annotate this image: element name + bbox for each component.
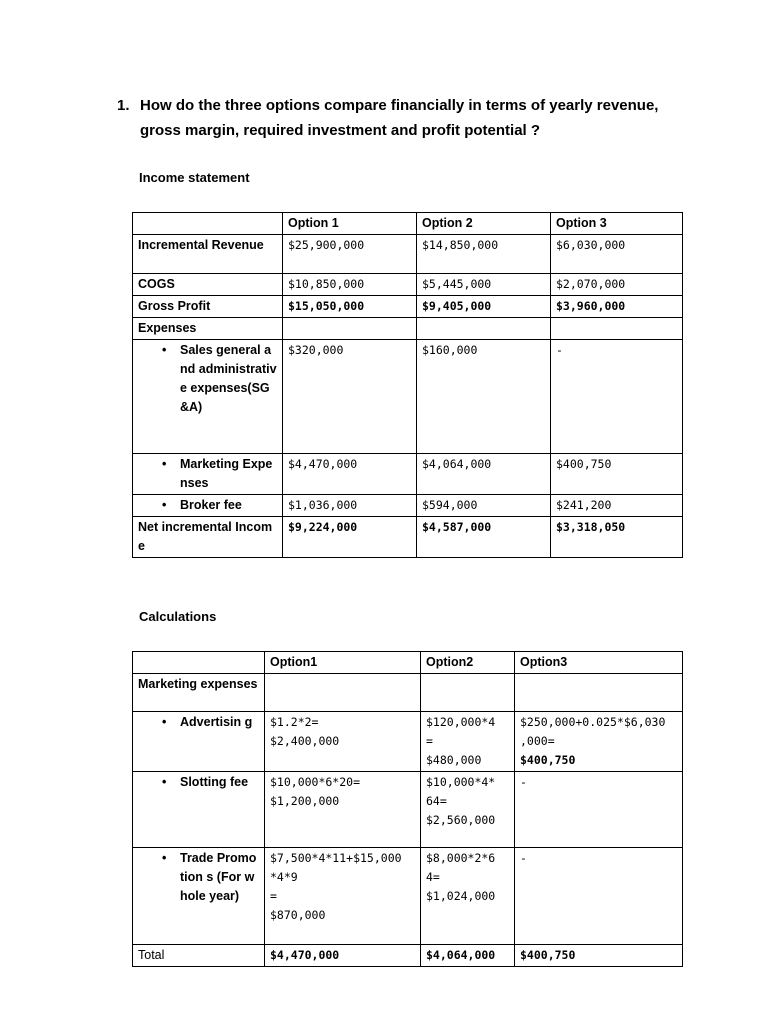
row-label [133,454,283,495]
row-label: Marketing expenses [133,674,265,712]
row-label [133,848,265,945]
header-cell: Option2 [421,652,515,674]
table-header-row [133,213,683,235]
bullet-icon: • [162,851,167,865]
row-label [133,495,283,517]
table-cell: $400,750 [515,945,683,967]
table-cell: $4,470,000 [283,454,417,495]
income-statement-heading: Income statement [139,170,250,185]
formula-line: 64= [426,794,447,808]
calculations-table [132,651,683,967]
table-cell [265,772,421,848]
table-row [133,495,683,517]
table-cell: $4,064,000 [417,454,551,495]
table-row [133,340,683,454]
table-row [133,235,683,274]
bullet-icon: • [162,343,167,357]
formula-line: 4= [426,870,440,884]
bullet-text: Broker fee [180,498,242,512]
bullet-text: Slotting fee [180,775,249,789]
table-cell [515,848,683,945]
table-cell [421,848,515,945]
table-cell [421,674,515,712]
formula-line: $1,024,000 [426,889,496,903]
table-row [133,517,683,558]
bullet-text: Marketing Expenses [180,457,273,490]
table-cell [265,848,421,945]
table-cell: $400,750 [551,454,683,495]
row-label: Incremental Revenue [133,235,283,274]
table-row [133,454,683,495]
formula-line: $250,000+0.025*$6,030 [520,715,666,729]
header-cell: Option 2 [417,213,551,235]
row-label [133,340,283,454]
formula-line: - [520,775,527,789]
table-row [133,274,683,296]
table-cell: $2,070,000 [551,274,683,296]
row-label: Expenses [133,318,283,340]
table-cell: $1,036,000 [283,495,417,517]
table-cell [417,318,551,340]
bullet-text: Sales general and administrativ e expenses(SG &A) [180,343,277,414]
table-cell: $241,200 [551,495,683,517]
table-cell: $9,224,000 [283,517,417,558]
table-cell: $4,470,000 [265,945,421,967]
formula-line: $1.2*2= [270,715,319,729]
table-cell [515,674,683,712]
row-label: Gross Profit [133,296,283,318]
header-cell [133,652,265,674]
formula-line: $10,000*6*20= [270,775,361,789]
table-cell [421,772,515,848]
table-row [133,674,683,712]
formula-line: $10,000*4* [426,775,496,789]
formula-line: $7,500*4*11+$15,000 [270,851,402,865]
table-cell: $594,000 [417,495,551,517]
table-cell [421,712,515,772]
formula-line: ,000= [520,734,555,748]
header-cell: Option 1 [283,213,417,235]
table-cell [283,318,417,340]
header-cell: Option 3 [551,213,683,235]
table-row [133,848,683,945]
table-cell [265,674,421,712]
header-cell: Option1 [265,652,421,674]
formula-line: $1,200,000 [270,794,340,808]
table-header-row [133,652,683,674]
bullet-icon: • [162,775,167,789]
formula-line: $2,560,000 [426,813,496,827]
row-label: COGS [133,274,283,296]
table-row [133,772,683,848]
table-row [133,945,683,967]
formula-line: = [270,889,277,903]
table-row [133,296,683,318]
table-cell: $14,850,000 [417,235,551,274]
table-cell: $4,064,000 [421,945,515,967]
row-label [133,772,265,848]
header-cell [133,213,283,235]
table-cell: $4,587,000 [417,517,551,558]
formula-line: - [520,851,527,865]
row-label [133,712,265,772]
table-cell: $320,000 [283,340,417,454]
question-text: How do the three options compare financially in terms of yearly revenue, gross margin, required investment and profit potential ? [140,97,659,139]
table-cell: $160,000 [417,340,551,454]
bullet-icon: • [162,457,167,471]
table-row [133,318,683,340]
bullet-text: Advertisin g [180,715,253,729]
table-cell [265,712,421,772]
row-label: Total [133,945,265,967]
formula-line: $8,000*2*6 [426,851,496,865]
formula-line: = [426,734,433,748]
table-cell: $9,405,000 [417,296,551,318]
formula-line: $400,750 [520,753,576,767]
bullet-text: Trade Promotion s (For whole year) [180,851,257,903]
table-cell: $3,960,000 [551,296,683,318]
bullet-icon: • [162,715,167,729]
table-cell [551,318,683,340]
table-cell: $5,445,000 [417,274,551,296]
table-cell: $15,050,000 [283,296,417,318]
row-label: Net incremental Income [133,517,283,558]
table-cell: - [551,340,683,454]
header-cell: Option3 [515,652,683,674]
table-cell: $6,030,000 [551,235,683,274]
formula-line: $870,000 [270,908,326,922]
table-cell: $3,318,050 [551,517,683,558]
formula-line: $120,000*4 [426,715,496,729]
bullet-icon: • [162,498,167,512]
table-cell: $25,900,000 [283,235,417,274]
table-row [133,712,683,772]
table-cell [515,712,683,772]
table-cell [515,772,683,848]
formula-line: $480,000 [426,753,482,767]
calculations-heading: Calculations [139,609,217,624]
table-cell: $10,850,000 [283,274,417,296]
formula-line: *4*9 [270,870,298,884]
formula-line: $2,400,000 [270,734,340,748]
income-statement-table [132,212,683,558]
question-number: 1. [117,97,130,114]
